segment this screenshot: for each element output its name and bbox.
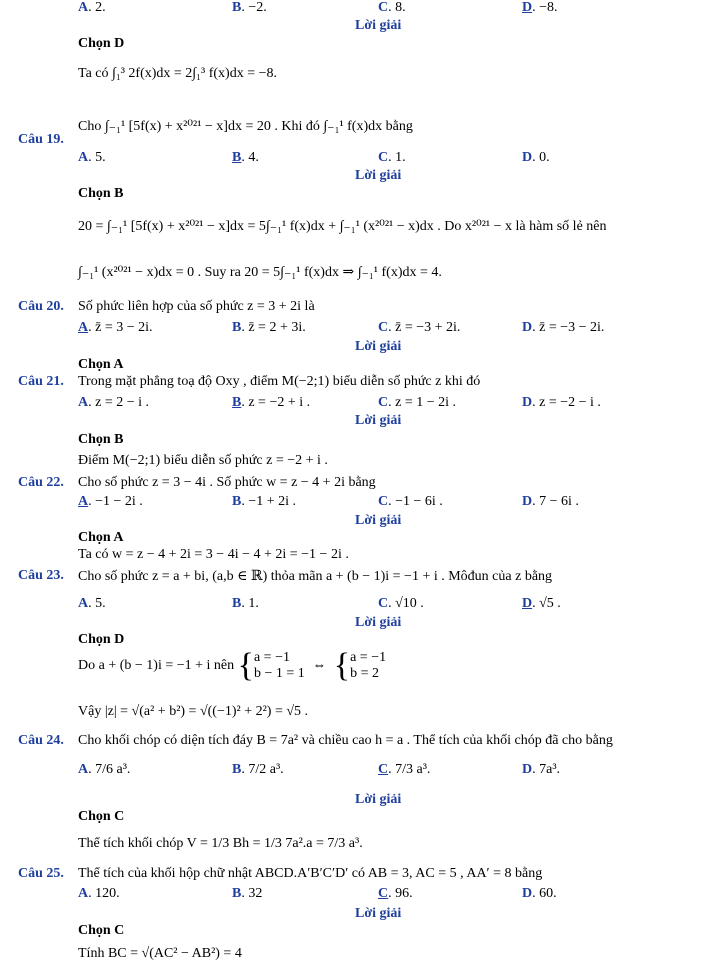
q22-option-c: C. −1 − 6i .	[378, 494, 443, 509]
question-number: Câu 22.	[18, 475, 64, 490]
solution-label: Lời giải	[355, 339, 402, 354]
iff-symbol: ⇔	[312, 658, 327, 673]
q23-option-b: B. 1.	[232, 596, 259, 611]
q24-option-c: C. 7/3 a³.	[378, 762, 431, 777]
q25-answer: Chọn C	[78, 923, 125, 938]
equation-system-1: a = −1 b − 1 = 1	[253, 650, 305, 681]
q23-solution-premise: Do a + (b − 1)i = −1 + i nên	[78, 658, 235, 673]
question-stem: Số phức liên hợp của số phức z = 3 + 2i là	[78, 299, 315, 314]
q22-answer: Chọn A	[78, 530, 124, 545]
q20-option-c: C. z̄ = −3 + 2i.	[378, 320, 461, 335]
q24-option-a: A. 7/6 a³.	[78, 762, 131, 777]
solution-label: Lời giải	[355, 906, 402, 921]
question-number: Câu 24.	[18, 733, 64, 748]
q18-option-a: A. 2.	[78, 0, 106, 15]
q19-option-d: D. 0.	[522, 150, 550, 165]
q23-option-d: D. √5 .	[522, 596, 561, 611]
q20-option-b: B. z̄ = 2 + 3i.	[232, 320, 306, 335]
system-brace: {	[333, 647, 351, 684]
q25-option-c: C. 96.	[378, 886, 413, 901]
q18-answer: Chọn D	[78, 36, 125, 51]
solution-label: Lời giải	[355, 413, 402, 428]
q23-solution-line-2: Vậy |z| = √(a² + b²) = √((−1)² + 2²) = √5 .	[78, 704, 309, 719]
q24-option-d: D. 7a³.	[522, 762, 561, 777]
q22-option-d: D. 7 − 6i .	[522, 494, 579, 509]
q19-solution-line-2: ∫₋₁¹ (x²⁰²¹ − x)dx = 0 . Suy ra 20 = 5∫₋₁¹ f(x)dx ⇒ ∫₋₁¹ f(x)dx = 4.	[78, 265, 442, 280]
question-number: Câu 25.	[18, 866, 64, 881]
q22-option-b: B. −1 + 2i .	[232, 494, 297, 509]
question-stem: Cho số phức z = a + bi, (a,b ∈ ℝ) thỏa mãn a + (b − 1)i = −1 + i . Môđun của z bằng	[78, 569, 553, 584]
q25-option-a: A. 120.	[78, 886, 120, 901]
question-stem: Cho số phức z = 3 − 4i . Số phức w = z − 4 + 2i bằng	[78, 475, 376, 490]
q24-option-b: B. 7/2 a³.	[232, 762, 284, 777]
q22-option-a: A. −1 − 2i .	[78, 494, 143, 509]
q24-solution: Thể tích khối chóp V = 1/3 Bh = 1/3 7a².a = 7/3 a³.	[78, 836, 363, 851]
q22-solution: Ta có w = z − 4 + 2i = 3 − 4i − 4 + 2i = −1 − 2i .	[78, 547, 349, 562]
question-number: Câu 19.	[18, 132, 64, 147]
equation-system-2: a = −1 b = 2	[350, 650, 387, 681]
solution-label: Lời giải	[355, 18, 402, 33]
q19-option-b: B. 4.	[232, 150, 259, 165]
q18-option-c: C. 8.	[378, 0, 406, 15]
system-brace: {	[237, 647, 254, 684]
solution-label: Lời giải	[355, 168, 402, 183]
question-stem: Cho khối chóp có diện tích đáy B = 7a² và chiều cao h = a . Thể tích của khối chóp đã cho bằng	[78, 733, 613, 748]
q25-option-b: B. 32	[232, 886, 263, 901]
q19-answer: Chọn B	[78, 186, 124, 201]
q25-solution: Tính BC = √(AC² − AB²) = 4	[78, 946, 242, 961]
q19-option-c: C. 1.	[378, 150, 406, 165]
q21-option-b: B. z = −2 + i .	[232, 395, 311, 410]
q20-option-a: A. z̄ = 3 − 2i.	[78, 320, 153, 335]
q20-answer: Chọn A	[78, 357, 124, 372]
q18-solution-line: Ta có ∫₁³ 2f(x)dx = 2∫₁³ f(x)dx = −8.	[78, 66, 277, 81]
question-stem: Cho ∫₋₁¹ [5f(x) + x²⁰²¹ − x]dx = 20 . Khi đó ∫₋₁¹ f(x)dx bằng	[78, 119, 413, 134]
q24-answer: Chọn C	[78, 809, 125, 824]
q23-solution-line-1	[78, 647, 387, 684]
q21-answer: Chọn B	[78, 432, 124, 447]
q23-answer: Chọn D	[78, 632, 125, 647]
question-stem: Thể tích của khối hộp chữ nhật ABCD.A′B′C′D′ có AB = 3, AC = 5 , AA′ = 8 bằng	[78, 866, 543, 881]
q19-solution-line-1: 20 = ∫₋₁¹ [5f(x) + x²⁰²¹ − x]dx = 5∫₋₁¹ f(x)dx + ∫₋₁¹ (x²⁰²¹ − x)dx . Do x²⁰²¹ − x là hàm số lẻ nên	[78, 219, 607, 234]
q23-option-a: A. 5.	[78, 596, 106, 611]
q21-option-a: A. z = 2 − i .	[78, 395, 150, 410]
q20-option-d: D. z̄ = −3 − 2i.	[522, 320, 605, 335]
question-number: Câu 20.	[18, 299, 64, 314]
q18-option-b: B. −2.	[232, 0, 267, 15]
q18-option-d: D. −8.	[522, 0, 558, 15]
q23-option-c: C. √10 .	[378, 596, 424, 611]
question-number: Câu 21.	[18, 374, 64, 389]
q21-option-c: C. z = 1 − 2i .	[378, 395, 457, 410]
question-number: Câu 23.	[18, 568, 64, 583]
q19-option-a: A. 5.	[78, 150, 106, 165]
question-stem: Trong mặt phẳng toạ độ Oxy , điểm M(−2;1) biểu diễn số phức z khi đó	[78, 374, 481, 389]
solution-label: Lời giải	[355, 615, 402, 630]
q21-solution: Điểm M(−2;1) biểu diễn số phức z = −2 + i .	[78, 453, 328, 468]
q25-option-d: D. 60.	[522, 886, 557, 901]
solution-label: Lời giải	[355, 792, 402, 807]
solution-label: Lời giải	[355, 513, 402, 528]
q21-option-d: D. z = −2 − i .	[522, 395, 601, 410]
